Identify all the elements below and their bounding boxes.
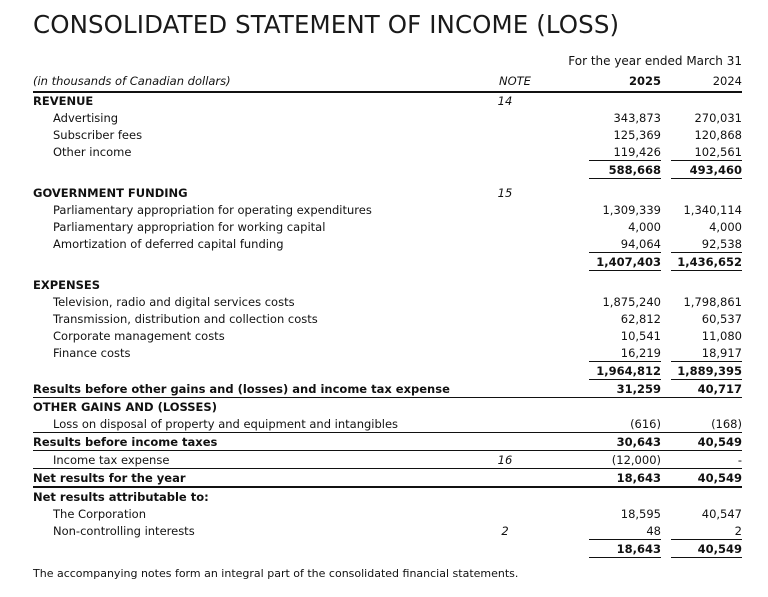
- row-label: Parliamentary appropriation for operating expenditures: [53, 202, 372, 217]
- row-note: 15: [497, 185, 513, 200]
- row-label: Television, radio and digital services costs: [53, 294, 295, 309]
- row-note: [489, 362, 533, 380]
- value-2025: 94,064: [620, 236, 661, 251]
- row-label: Income tax expense: [33, 451, 489, 469]
- row-label: Other income: [53, 145, 132, 159]
- value-2025: 48: [646, 523, 661, 538]
- row-label: Finance costs: [53, 346, 131, 360]
- value-2025: 1,309,339: [602, 202, 661, 217]
- row-note: [489, 143, 533, 161]
- line-item-row: [33, 218, 742, 235]
- spacer-cell: [661, 161, 671, 179]
- spacer-cell: [533, 92, 589, 109]
- units-label: (in thousands of Canadian dollars): [33, 74, 231, 88]
- value-2025: 30,643: [589, 433, 661, 451]
- value-2024: [671, 276, 742, 293]
- line-item-row: [33, 143, 742, 161]
- row-note: [489, 415, 533, 433]
- line-item-row: [33, 327, 742, 344]
- spacer-cell: [533, 253, 589, 271]
- spacer-cell: [661, 505, 671, 522]
- value-2024: 1,889,395: [671, 362, 742, 380]
- value-2025: 1,875,240: [602, 294, 661, 309]
- value-2025: 62,812: [620, 311, 661, 326]
- year-2025-header: 2025: [628, 74, 661, 88]
- spacer-cell: [661, 380, 671, 398]
- row-note: [489, 398, 533, 416]
- period-header: For the year ended March 31: [568, 54, 742, 68]
- income-statement-table: [33, 92, 742, 558]
- value-2024: 2: [734, 523, 742, 538]
- value-2025: [589, 398, 661, 416]
- spacer-cell: [533, 218, 589, 235]
- line-item-row: [33, 235, 742, 253]
- row-label: Subscriber fees: [53, 127, 143, 142]
- spacer-cell: [533, 143, 589, 161]
- row-note: [489, 201, 533, 218]
- value-2025: [589, 184, 661, 201]
- value-2024: [671, 398, 742, 416]
- spacer-cell: [533, 276, 589, 293]
- row-note: [489, 540, 533, 558]
- row-note: [489, 469, 533, 488]
- footnote: The accompanying notes form an integral part of the consolidated financial statements.: [33, 567, 519, 580]
- spacer-cell: [661, 398, 671, 416]
- result-row: [33, 433, 742, 451]
- subtotal-row: [33, 253, 742, 271]
- spacer-cell: [533, 109, 589, 126]
- row-note: [489, 161, 533, 179]
- value-2025: 31,259: [589, 380, 661, 398]
- spacer-cell: [661, 540, 671, 558]
- spacer-cell: [661, 201, 671, 218]
- value-2024: 1,436,652: [671, 253, 742, 271]
- line-item-row: [33, 109, 742, 126]
- value-2024: 1,798,861: [683, 294, 742, 309]
- spacer-cell: [533, 293, 589, 310]
- value-2025: 10,541: [620, 328, 661, 343]
- value-2025: 125,369: [613, 127, 661, 142]
- value-2025: 343,873: [613, 110, 661, 125]
- row-label: Transmission, distribution and collection costs: [53, 311, 318, 326]
- row-label: Non-controlling interests: [53, 524, 195, 538]
- spacer-cell: [533, 433, 589, 451]
- section-header-row: [33, 276, 742, 293]
- row-label: [33, 540, 489, 558]
- row-label: Net results attributable to:: [33, 489, 209, 504]
- spacer-cell: [661, 344, 671, 362]
- row-note: [489, 109, 533, 126]
- row-note: [489, 344, 533, 362]
- value-2024: 102,561: [694, 144, 742, 159]
- value-2024: 92,538: [701, 236, 742, 251]
- statement-body: [33, 92, 742, 558]
- value-2024: 40,549: [671, 540, 742, 558]
- row-label: [33, 362, 489, 380]
- value-2025: (616): [589, 415, 661, 433]
- value-2024: [671, 92, 742, 109]
- spacer-cell: [533, 235, 589, 253]
- value-2024: 40,549: [671, 433, 742, 451]
- spacer-cell: [661, 293, 671, 310]
- line-item-row: [33, 451, 742, 469]
- value-2024: 120,868: [694, 127, 742, 142]
- value-2025: 18,643: [589, 540, 661, 558]
- spacer-cell: [661, 109, 671, 126]
- spacer-cell: [533, 327, 589, 344]
- value-2024: 493,460: [671, 161, 742, 179]
- spacer-cell: [533, 487, 589, 505]
- spacer-cell: [661, 487, 671, 505]
- value-2024: -: [671, 451, 742, 469]
- section-header-row: [33, 487, 742, 505]
- note-column-header: NOTE: [499, 74, 531, 88]
- row-label: OTHER GAINS AND (LOSSES): [33, 399, 217, 414]
- row-label: Corporate management costs: [53, 328, 225, 343]
- value-2025: 1,964,812: [589, 362, 661, 380]
- row-note: [489, 126, 533, 143]
- spacer-cell: [533, 380, 589, 398]
- value-2025: 18,595: [620, 506, 661, 521]
- line-item-row: [33, 201, 742, 218]
- row-note: [489, 276, 533, 293]
- spacer-cell: [661, 126, 671, 143]
- value-2025: 588,668: [589, 161, 661, 179]
- value-2024: [671, 184, 742, 201]
- subtotal-row: [33, 161, 742, 179]
- row-note: [489, 253, 533, 271]
- line-item-row: [33, 293, 742, 310]
- value-2025: 4,000: [628, 219, 661, 234]
- value-2025: (12,000): [589, 451, 661, 469]
- row-note: [489, 293, 533, 310]
- spacer-cell: [533, 398, 589, 416]
- line-item-row: [33, 505, 742, 522]
- spacer-cell: [661, 143, 671, 161]
- column-header-row: [33, 72, 742, 90]
- row-note: 16: [489, 451, 533, 469]
- row-note: [489, 235, 533, 253]
- spacer-cell: [661, 469, 671, 488]
- value-2024: 40,549: [671, 469, 742, 488]
- row-label: Net results for the year: [33, 469, 489, 488]
- spacer-cell: [661, 522, 671, 540]
- value-2025: 18,643: [589, 469, 661, 488]
- value-2024: 40,547: [701, 506, 742, 521]
- spacer-cell: [533, 469, 589, 488]
- value-2024: 40,717: [671, 380, 742, 398]
- spacer-cell: [533, 161, 589, 179]
- value-2024: [671, 487, 742, 505]
- year-2024-header: 2024: [712, 74, 742, 88]
- line-item-row: [33, 126, 742, 143]
- value-2025: [589, 92, 661, 109]
- section-header-row: [33, 398, 742, 416]
- value-2024: (168): [671, 415, 742, 433]
- spacer-cell: [661, 184, 671, 201]
- row-label: Amortization of deferred capital funding: [53, 237, 284, 251]
- row-label: [33, 161, 489, 179]
- row-label: REVENUE: [33, 93, 94, 108]
- row-note: [489, 218, 533, 235]
- spacer-cell: [533, 415, 589, 433]
- spacer-cell: [661, 235, 671, 253]
- spacer-cell: [533, 540, 589, 558]
- spacer-cell: [533, 126, 589, 143]
- row-note: [489, 433, 533, 451]
- value-2024: 18,917: [701, 345, 742, 360]
- spacer-cell: [661, 362, 671, 380]
- spacer-cell: [661, 327, 671, 344]
- row-note: [489, 327, 533, 344]
- row-note: [489, 487, 533, 505]
- value-2025: [589, 487, 661, 505]
- row-note: 14: [497, 93, 513, 108]
- spacer-cell: [661, 218, 671, 235]
- line-item-row: [33, 344, 742, 362]
- row-label: The Corporation: [53, 506, 146, 521]
- section-header-row: [33, 92, 742, 109]
- line-item-row: [33, 522, 742, 540]
- row-label: Parliamentary appropriation for working capital: [53, 219, 326, 234]
- row-note: 2: [501, 524, 509, 538]
- value-2024: 1,340,114: [683, 202, 742, 217]
- row-note: [489, 505, 533, 522]
- value-2024: 11,080: [701, 328, 742, 343]
- spacer-cell: [661, 92, 671, 109]
- row-label: Loss on disposal of property and equipment and intangibles: [33, 415, 489, 433]
- spacer-cell: [533, 451, 589, 469]
- row-label: Results before income taxes: [33, 433, 489, 451]
- section-header-row: [33, 184, 742, 201]
- spacer-cell: [661, 310, 671, 327]
- value-2024: 60,537: [701, 311, 742, 326]
- value-2025: 1,407,403: [589, 253, 661, 271]
- statement-title: CONSOLIDATED STATEMENT OF INCOME (LOSS): [33, 10, 620, 39]
- spacer-cell: [533, 344, 589, 362]
- spacer-cell: [533, 362, 589, 380]
- row-label: [33, 253, 489, 271]
- spacer-cell: [533, 505, 589, 522]
- value-2025: [589, 276, 661, 293]
- value-2024: 4,000: [709, 219, 742, 234]
- row-note: [489, 310, 533, 327]
- spacer-cell: [533, 310, 589, 327]
- line-item-row: [33, 310, 742, 327]
- row-note: [489, 380, 533, 398]
- result-row: [33, 380, 742, 398]
- row-label: Results before other gains and (losses) and income tax expense: [33, 380, 489, 398]
- value-2024: 270,031: [694, 110, 742, 125]
- result-row: [33, 469, 742, 488]
- spacer-cell: [661, 253, 671, 271]
- spacer-cell: [661, 415, 671, 433]
- spacer-cell: [533, 184, 589, 201]
- row-label: EXPENSES: [33, 277, 101, 292]
- row-label: Advertising: [53, 110, 119, 125]
- value-2025: 119,426: [613, 144, 661, 159]
- line-item-row: [33, 415, 742, 433]
- value-2025: 16,219: [620, 345, 661, 360]
- spacer-cell: [661, 451, 671, 469]
- spacer-cell: [661, 276, 671, 293]
- spacer-cell: [533, 522, 589, 540]
- subtotal-row: [33, 540, 742, 558]
- spacer-cell: [661, 433, 671, 451]
- subtotal-row: [33, 362, 742, 380]
- spacer-cell: [533, 201, 589, 218]
- row-label: GOVERNMENT FUNDING: [33, 185, 188, 200]
